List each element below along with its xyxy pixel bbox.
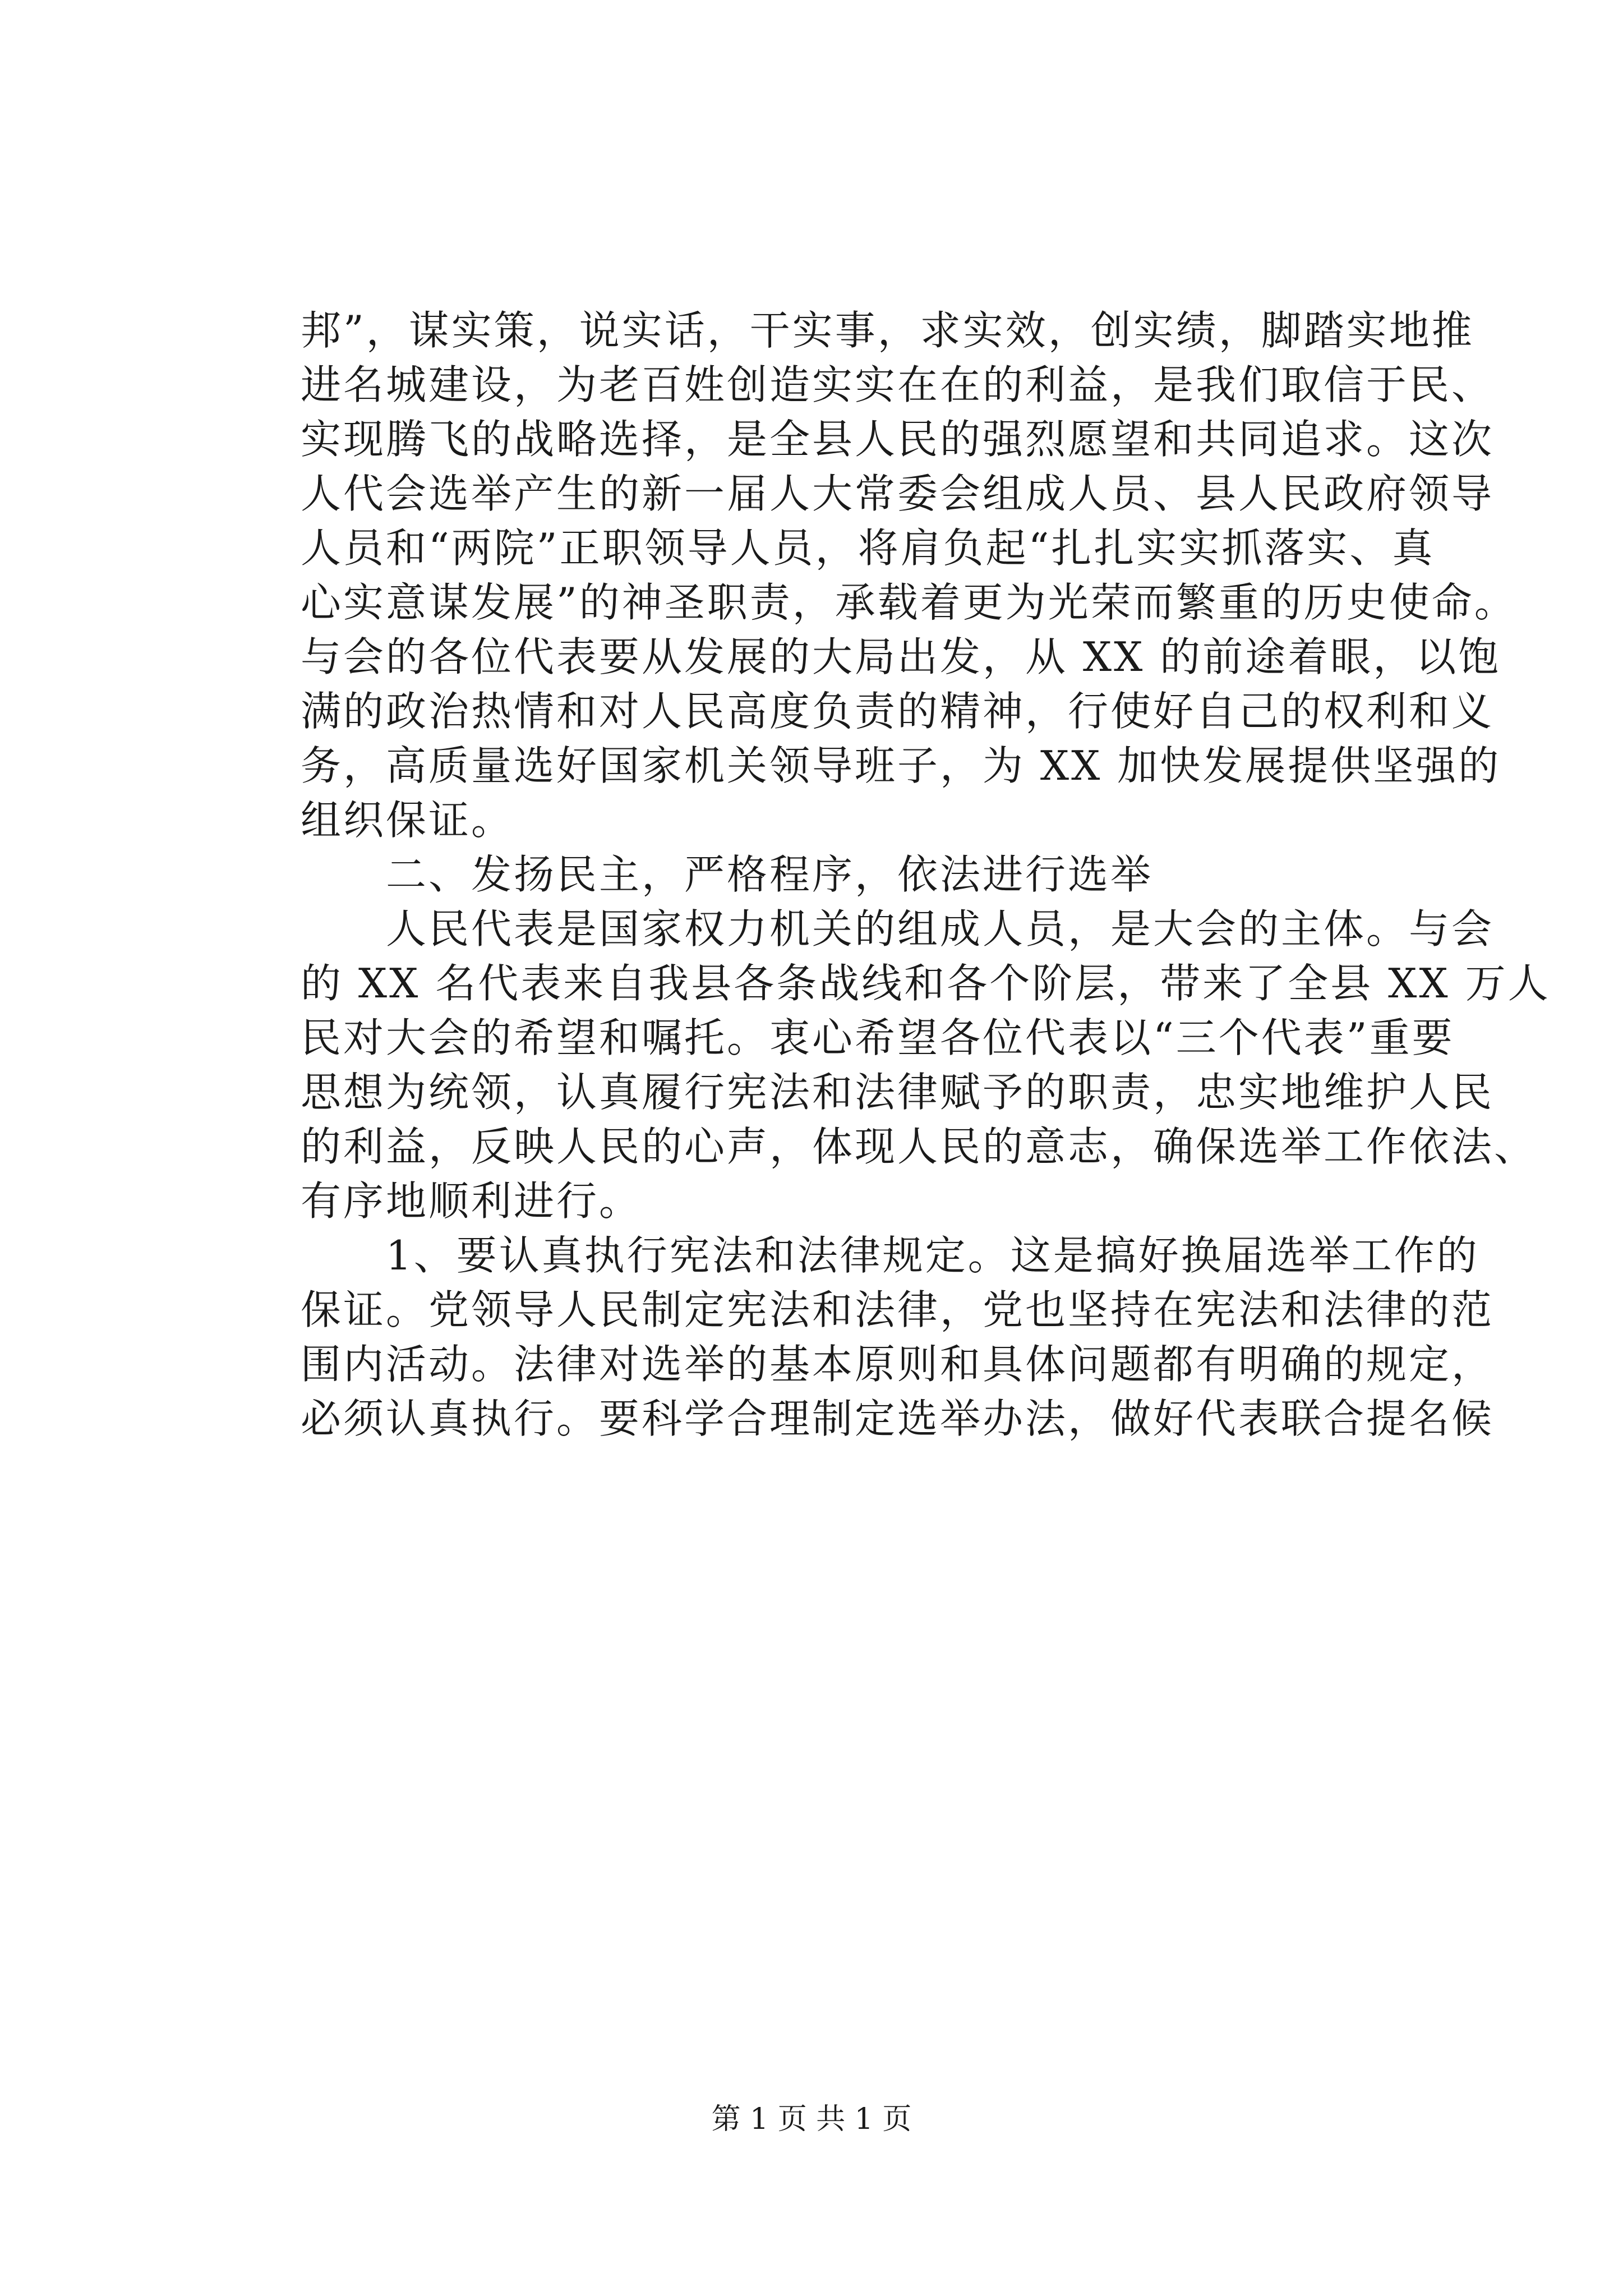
text-line: 满的政治热情和对人民高度负责的精神，行使好自己的权利和义 bbox=[301, 688, 1495, 735]
text-line: 组织保证。 bbox=[301, 797, 514, 844]
text-line: 进名城建设，为老百姓创造实实在在的利益，是我们取信于民、 bbox=[301, 361, 1495, 408]
text-line: 人民代表是国家权力机关的组成人员，是大会的主体。与会 bbox=[386, 905, 1495, 953]
text-line: 的利益，反映人民的心声，体现人民的意志，确保选举工作依法、 bbox=[301, 1123, 1537, 1170]
text-line: 邦”，谋实策，说实话，干实事，求实效，创实绩，脚踏实地推 bbox=[301, 307, 1474, 354]
text-line: 与会的各位代表要从发展的大局出发，从 XX 的前途着眼，以饱 bbox=[301, 633, 1501, 680]
text-line: 围内活动。法律对选举的基本原则和具体问题都有明确的规定， bbox=[301, 1341, 1495, 1388]
page-footer: 第 1 页 共 1 页 bbox=[711, 2102, 912, 2136]
text-line: 有序地顺利进行。 bbox=[301, 1177, 642, 1225]
text-line: 实现腾飞的战略选择，是全县人民的强烈愿望和共同追求。这次 bbox=[301, 416, 1495, 463]
text-line: 1、要认真执行宪法和法律规定。这是搞好换届选举工作的 bbox=[386, 1232, 1479, 1279]
text-line: 务，高质量选好国家机关领导班子，为 XX 加快发展提供坚强的 bbox=[301, 742, 1501, 789]
text-line: 思想为统领，认真履行宪法和法律赋予的职责，忠实地维护人民 bbox=[301, 1069, 1495, 1116]
text-line: 的 XX 名代表来自我县各条战线和各个阶层，带来了全县 XX 万人 bbox=[301, 960, 1551, 1007]
text-line: 保证。党领导人民制定宪法和法律，党也坚持在宪法和法律的范 bbox=[301, 1286, 1495, 1333]
text-line: 必须认真执行。要科学合理制定选举办法，做好代表联合提名候 bbox=[301, 1395, 1495, 1442]
text-line: 民对大会的希望和嘱托。衷心希望各位代表以“三个代表”重要 bbox=[301, 1014, 1455, 1061]
text-line: 人员和“两院”正职领导人员，将肩负起“扎扎实实抓落实、真 bbox=[301, 524, 1435, 572]
body-text bbox=[301, 300, 1551, 1443]
text-line: 二、发扬民主，严格程序，依法进行选举 bbox=[386, 851, 1154, 898]
text-line: 心实意谋发展”的神圣职责，承载着更为光荣而繁重的历史使命。 bbox=[301, 579, 1517, 626]
text-line: 人代会选举产生的新一届人大常委会组成人员、县人民政府领导 bbox=[301, 470, 1495, 517]
